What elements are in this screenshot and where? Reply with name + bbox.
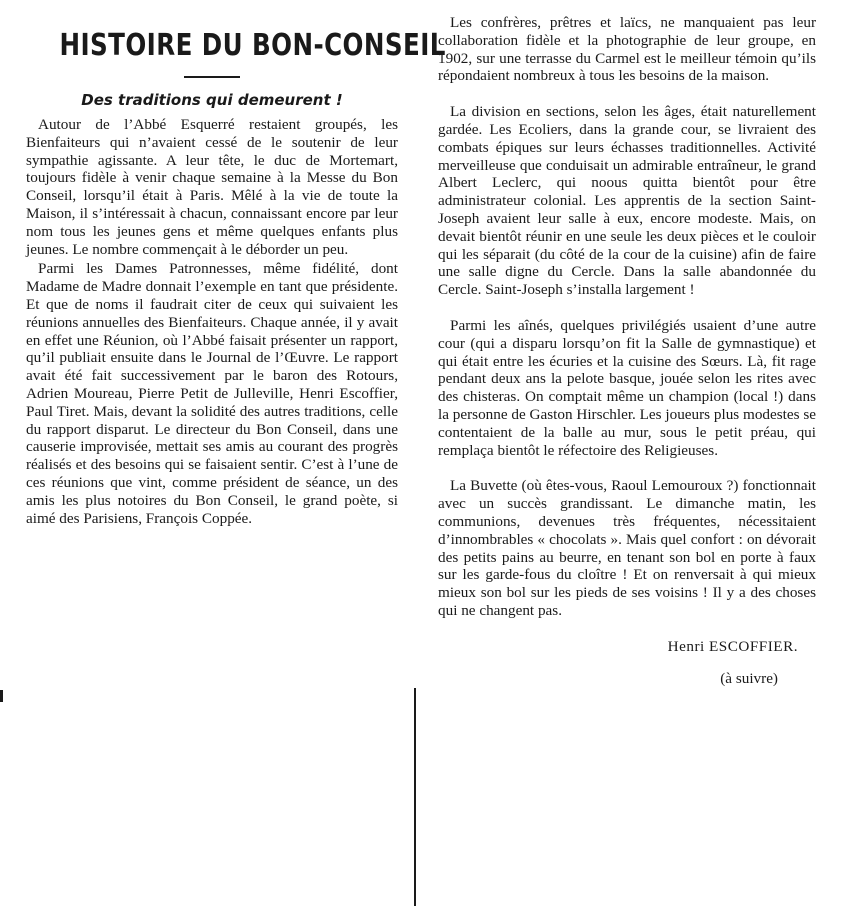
paragraph: La division en sections, selon les âges, était naturellement gardée. Les Ecoliers, dans la grande cour, se livraient des combats épiques sur leurs échasses traditionnelles. Activité merveilleuse que conduisait un admirable entraîneur, le grand Albert Leclerc, qui noous quitta bientôt pour être administrateur colonial. Les apprentis de la section Saint-Joseph avaient leur salle à eux, encore modeste. Mais, on devait bientôt réunir en une seule les deux pièces et le couloir qui les séparait (du côté de la cour de la cuisine) afin de faire une salle digne du Cercle. Dans la salle abandonnée du Cercle. Saint-Joseph s’installa largement ! [438,103,816,299]
paragraph: Parmi les aînés, quelques privilégiés usaient d’une autre cour (qui a disparu lorsqu’on fit la Salle de gymnastique) et qui était entre les écuries et la cuisine des Sœurs. Là, fit rage pendant deux ans la pelote basque, jouée selon les rites avec des chisteras. On comptait même un champion (local !) dans la personne de Gaston Hirschler. Les joueurs plus modestes se contentaient de la balle au mur, sous le petit préau, qui remplaça bientôt le réfectoire des Religieuses. [438,316,816,459]
author-signature: Henri ESCOFFIER. [667,637,798,655]
margin-mark [0,690,3,702]
title-divider [184,76,240,78]
article-title: HISTOIRE DU BON-CONSEIL [59,28,446,63]
paragraph: La Buvette (où êtes-vous, Raoul Lemouroux ?) fonctionnait avec un succès grandissant. Le dimanche matin, les communions, devenues très fréquentes, nécessitaient d’innombrables « chocolats ». Mais quel confort : on dévorait des petits pains au beurre, en tenant son bol en porte à faux sur les garde-fous du cloître ! Et on renversait à qui mieux mieux son bol sur les pieds de ses voisins ! Il y a des choses qui ne changent pas. [438,477,816,619]
paragraph: Parmi les Dames Patronnesses, même fidélité, dont Madame de Madre donnait l’exemple en tant que présidente. Et que de noms il faudrait citer de ceux qui suivaient les réunions annuelles des Bienfaiteurs. Chaque année, il y avait en effet une Réunion, où l’Abbé faisait présenter un rapport, qu’il publiait ensuite dans le Journal de l’Œuvre. Le rapport avait été fait successivement par le baron des Rotours, Adrien Moureau, Pierre Petit de Julleville, Henri Escoffier, Paul Tiret. Mais, devant la solidité des autres traditions, celle du rapport disparut. Le directeur du Bon Conseil, dans une causerie improvisée, mettait ses amis au courant des progrès réalisés et des besoins qui se faisaient sentir. C’est à l’une de ces réunions que vint, comme président de séance, un des amis les plus notoires du Bon Conseil, le grand poète, si aimé des Parisiens, François Coppée. [26,260,398,527]
continuation-note: (à suivre) [720,669,778,687]
right-column [438,14,816,688]
article-subtitle: Des traditions qui demeurent ! [81,91,343,109]
column-divider [414,688,416,906]
paragraph: Les confrères, prêtres et laïcs, ne manquaient pas leur collaboration fidèle et la photographie de leur groupe, en 1902, sur une terrasse du Carmel est le meilleur témoin qu’ils répondaient nombreux à tous les besoins de la maison. [438,14,816,85]
left-column [26,22,446,529]
paragraph: Autour de l’Abbé Esquerré restaient groupés, les Bienfaiteurs qui n’avaient cessé de le soutenir de leur sympathie agissante. A leur tête, le duc de Mortemart, toujours fidèle à venir chaque semaine à la Messe du Bon Conseil, lorsqu’il était à Paris. Mêlé à la vie de toute la Maison, il s’intéressait à chacun, connaissant encore par leur nom tous les jeunes gens et même quelques enfants plus jeunes. Le nombre commençait à le déborder un peu. [26,116,398,258]
